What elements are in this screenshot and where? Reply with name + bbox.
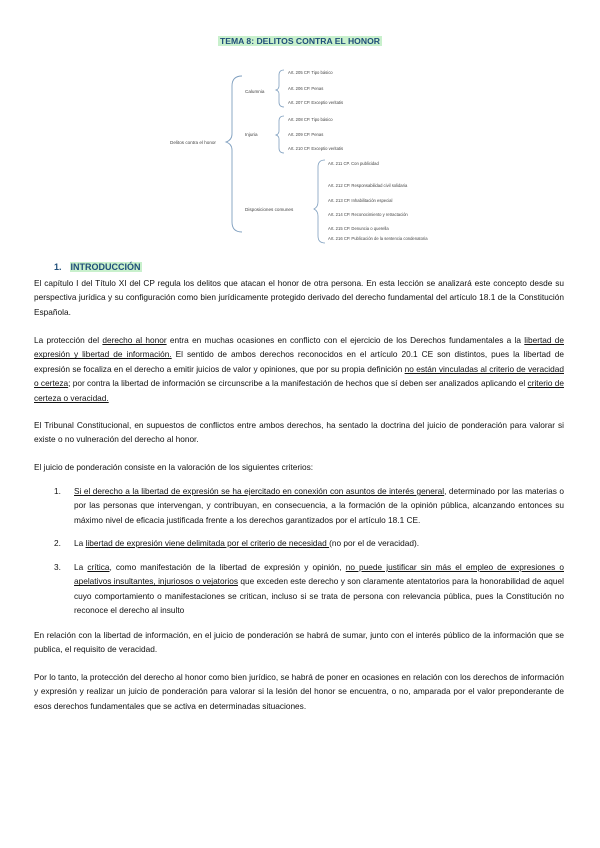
- item-disp-3: Art. 213 CP. Inhabilitación especial: [328, 198, 393, 203]
- concept-diagram: [0, 0, 600, 260]
- main-brace: [226, 76, 242, 232]
- text-run: La protección del: [34, 335, 103, 345]
- underlined-text: criterio de certeza o veracidad.: [34, 378, 564, 403]
- section-number: 1.: [54, 262, 62, 272]
- underlined-text: crítica: [87, 562, 110, 572]
- item-disp-6: Art. 216 CP. Publicación de la sentencia condenatoria: [328, 236, 428, 241]
- branch-label-calumnia: Calumnia: [245, 89, 265, 94]
- brace-calumnia: [276, 70, 284, 107]
- list-number: 3.: [54, 562, 61, 572]
- list-item-3: [54, 560, 564, 618]
- paragraph-criteria: El juicio de ponderación consiste en la valoración de los siguientes criterios:: [34, 462, 314, 472]
- paragraph-intro: El capítulo I del Título XI del CP regula los delitos que atacan el honor de otra persona. En esta lección se analizará este concepto desde su perspectiva jurídica y su configuración como bien jurídicamente protegido derivado del derecho fundamental del artículo 18.1 de la Constitución Española.: [34, 278, 564, 317]
- brace-disposiciones: [314, 160, 325, 243]
- text-run: (no por el de veracidad).: [329, 538, 420, 548]
- paragraph-informacion: En relación con la libertad de información, en el juicio de ponderación se habrá de sumar, junto con el interés público de la información que se publica, el requisito de veracidad.: [34, 630, 564, 655]
- item-injuria-3: Art. 210 CP. Exceptio veritatis: [288, 146, 344, 151]
- underlined-text: no están vinculadas al criterio de veracidad o certeza: [34, 363, 564, 389]
- text-run: La: [74, 562, 88, 572]
- list-item-2: [54, 536, 564, 550]
- item-disp-1: Art. 211 CP. Con publicidad: [328, 161, 379, 166]
- text-run: ; por contra la libertad de información se circunscribe a la manifestación de hechos que sí deben ser analizados aplicando el: [68, 378, 528, 389]
- text-run: El sentido de ambos derechos reconocidos en el artículo 20.1 CE son distintos, pues la libertad de expresión se focaliza en el derecho a emitir juicios de valor y opiniones, que por su propia definición: [34, 349, 564, 374]
- paragraph-conflict: [34, 333, 564, 405]
- document-title: TEMA 8: DELITOS CONTRA EL HONOR: [220, 36, 380, 46]
- list-text: [74, 484, 564, 527]
- item-injuria-1: Art. 208 CP. Tipo básico: [288, 117, 333, 122]
- text-run: La: [74, 538, 86, 548]
- list-item-1: [54, 484, 564, 527]
- underlined-text: Si el derecho a la libertad de expresión se ha ejercitado en conexión con asuntos de interés general: [74, 486, 445, 496]
- section-label: INTRODUCCIÓN: [70, 262, 141, 272]
- item-disp-4: Art. 214 CP. Reconocimiento y retractación: [328, 212, 408, 217]
- paragraph-tc: El Tribunal Constitucional, en supuestos de conflictos entre ambos derechos, ha sentado la doctrina del juicio de ponderación para valorar si existe o no vulneración del derecho al honor.: [34, 420, 564, 445]
- text-run: , determinado por las materias o por las personas que intervengan, y contribuyan, en consecuencia, a la formación de la opinión pública, alcanzando entonces su máximo nivel de eficacia justificada frente a los derechos garantizados por el artículo 18.1 CE.: [74, 486, 564, 525]
- list-text: [74, 560, 564, 618]
- brace-injuria: [276, 116, 284, 153]
- paragraph-conclusion: Por lo tanto, la protección del derecho al honor como bien jurídico, se habrá de poner en ocasiones en relación con los derechos de información y expresión y realizar un juicio de ponderación para valorar si la lesión del honor se encuentra, o no, amparada por el valor preponderante de esos derechos fundamentales que se activa en determinadas situaciones.: [34, 672, 564, 711]
- item-disp-2: Art. 212 CP. Responsabilidad civil solidaria: [328, 183, 408, 188]
- text-run: entra en muchas ocasiones en conflicto con el ejercicio de los Derechos fundamentales a la: [166, 335, 525, 345]
- underlined-text: libertad de expresión y libertad de información.: [34, 335, 564, 360]
- branch-label-disposiciones: Disposiciones comunes: [245, 207, 294, 212]
- underlined-text: no puede justificar sin más el empleo de expresiones o apelativos insultantes, injuriosos o vejatorios: [74, 562, 564, 587]
- item-calumnia-3: Art. 207 CP. Exceptio veritatis: [288, 100, 344, 105]
- item-calumnia-2: Art. 206 CP. Penas: [288, 86, 324, 91]
- section-heading: [54, 262, 142, 272]
- list-number: 2.: [54, 538, 61, 548]
- item-disp-5: Art. 215 CP. Denuncia o querella: [328, 226, 389, 231]
- item-calumnia-1: Art. 205 CP. Tipo básico: [288, 70, 333, 75]
- underlined-text: derecho al honor: [102, 335, 167, 345]
- item-injuria-2: Art. 209 CP. Penas: [288, 132, 324, 137]
- list-text: [74, 536, 564, 550]
- text-run: , como manifestación de la libertad de expresión y opinión,: [109, 562, 346, 572]
- underlined-text: libertad de expresión viene delimitada por el criterio de necesidad: [85, 538, 330, 548]
- branch-label-injuria: Injuria: [245, 132, 258, 137]
- list-number: 1.: [54, 486, 61, 496]
- text-run: que exceden este derecho y son claramente atentatorios para la honorabilidad de aquel cuyo comportamiento o manifestaciones se critican, incluso si se trata de persona con relevancia pública, pues la Constitución no reconoce el derecho al insulto: [74, 576, 564, 616]
- diagram-root: Delitos contra el honor: [170, 140, 216, 145]
